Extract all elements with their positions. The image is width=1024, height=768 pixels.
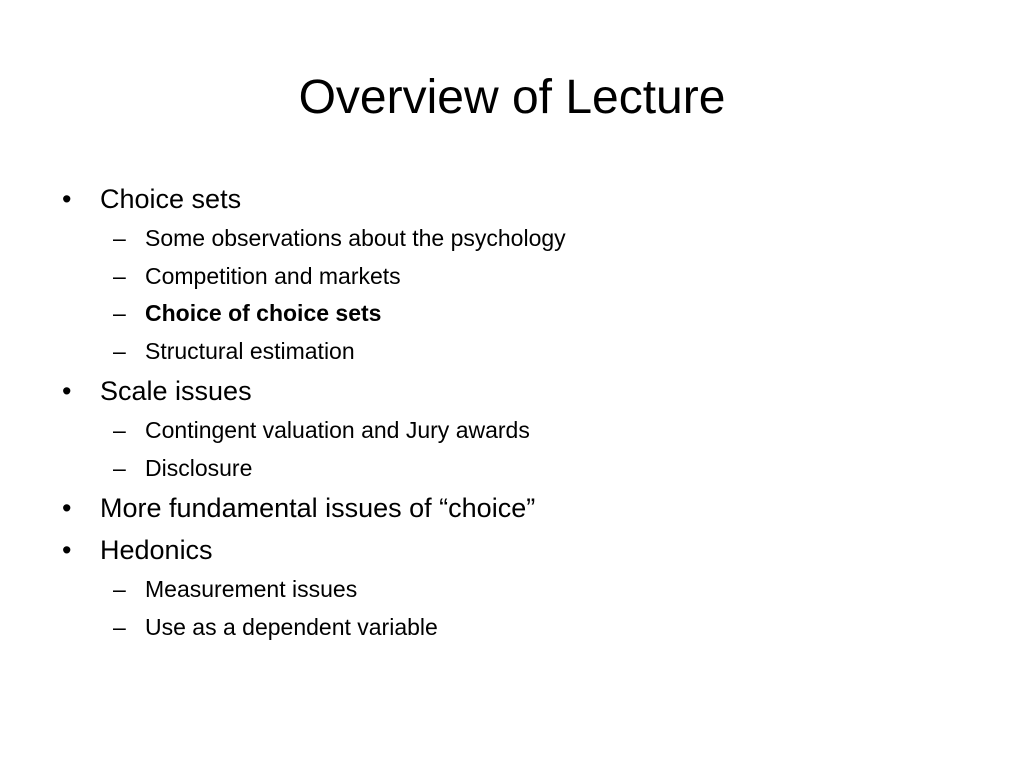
dash-icon: – xyxy=(113,337,126,364)
sub-bullet-item xyxy=(62,333,962,371)
dash-icon: – xyxy=(113,613,126,640)
sub-bullet-text: Disclosure xyxy=(145,454,253,481)
dash-icon: – xyxy=(113,454,126,481)
sub-bullet-item xyxy=(62,220,962,258)
bullet-item xyxy=(62,178,962,220)
bullet-text: Scale issues xyxy=(100,376,252,406)
sub-bullet-item xyxy=(62,609,962,647)
sub-bullet-item xyxy=(62,295,962,333)
bullet-text: Hedonics xyxy=(100,535,213,565)
bullet-icon: • xyxy=(62,493,72,523)
sub-bullet-item xyxy=(62,258,962,296)
bullet-icon: • xyxy=(62,535,72,565)
sub-bullet-text: Competition and markets xyxy=(145,262,401,289)
dash-icon: – xyxy=(113,225,126,251)
sub-bullet-item xyxy=(62,571,962,609)
bullet-text: More fundamental issues of “choice” xyxy=(100,493,536,523)
sub-bullet-text-bold: Choice of choice sets xyxy=(145,300,382,326)
bullet-icon: • xyxy=(62,184,72,214)
dash-icon: – xyxy=(113,576,126,602)
dash-icon: – xyxy=(113,300,126,326)
bullet-icon: • xyxy=(62,376,72,406)
slide-title: Overview of Lecture xyxy=(298,71,726,124)
dash-icon: – xyxy=(113,262,126,289)
bullet-item xyxy=(62,529,962,571)
sub-bullet-text: Use as a dependent variable xyxy=(145,613,438,640)
bullet-text: Choice sets xyxy=(100,184,242,214)
bullet-item xyxy=(62,370,962,412)
sub-bullet-text: Structural estimation xyxy=(145,337,355,364)
sub-bullet-text: Contingent valuation and Jury awards xyxy=(145,417,530,443)
sub-bullet-item xyxy=(62,412,962,450)
dash-icon: – xyxy=(113,417,126,443)
sub-bullet-text: Some observations about the psychology xyxy=(145,225,566,251)
bullet-item xyxy=(62,487,962,529)
bullet-list xyxy=(62,178,962,646)
sub-bullet-text: Measurement issues xyxy=(145,576,358,602)
sub-bullet-item xyxy=(62,450,962,488)
